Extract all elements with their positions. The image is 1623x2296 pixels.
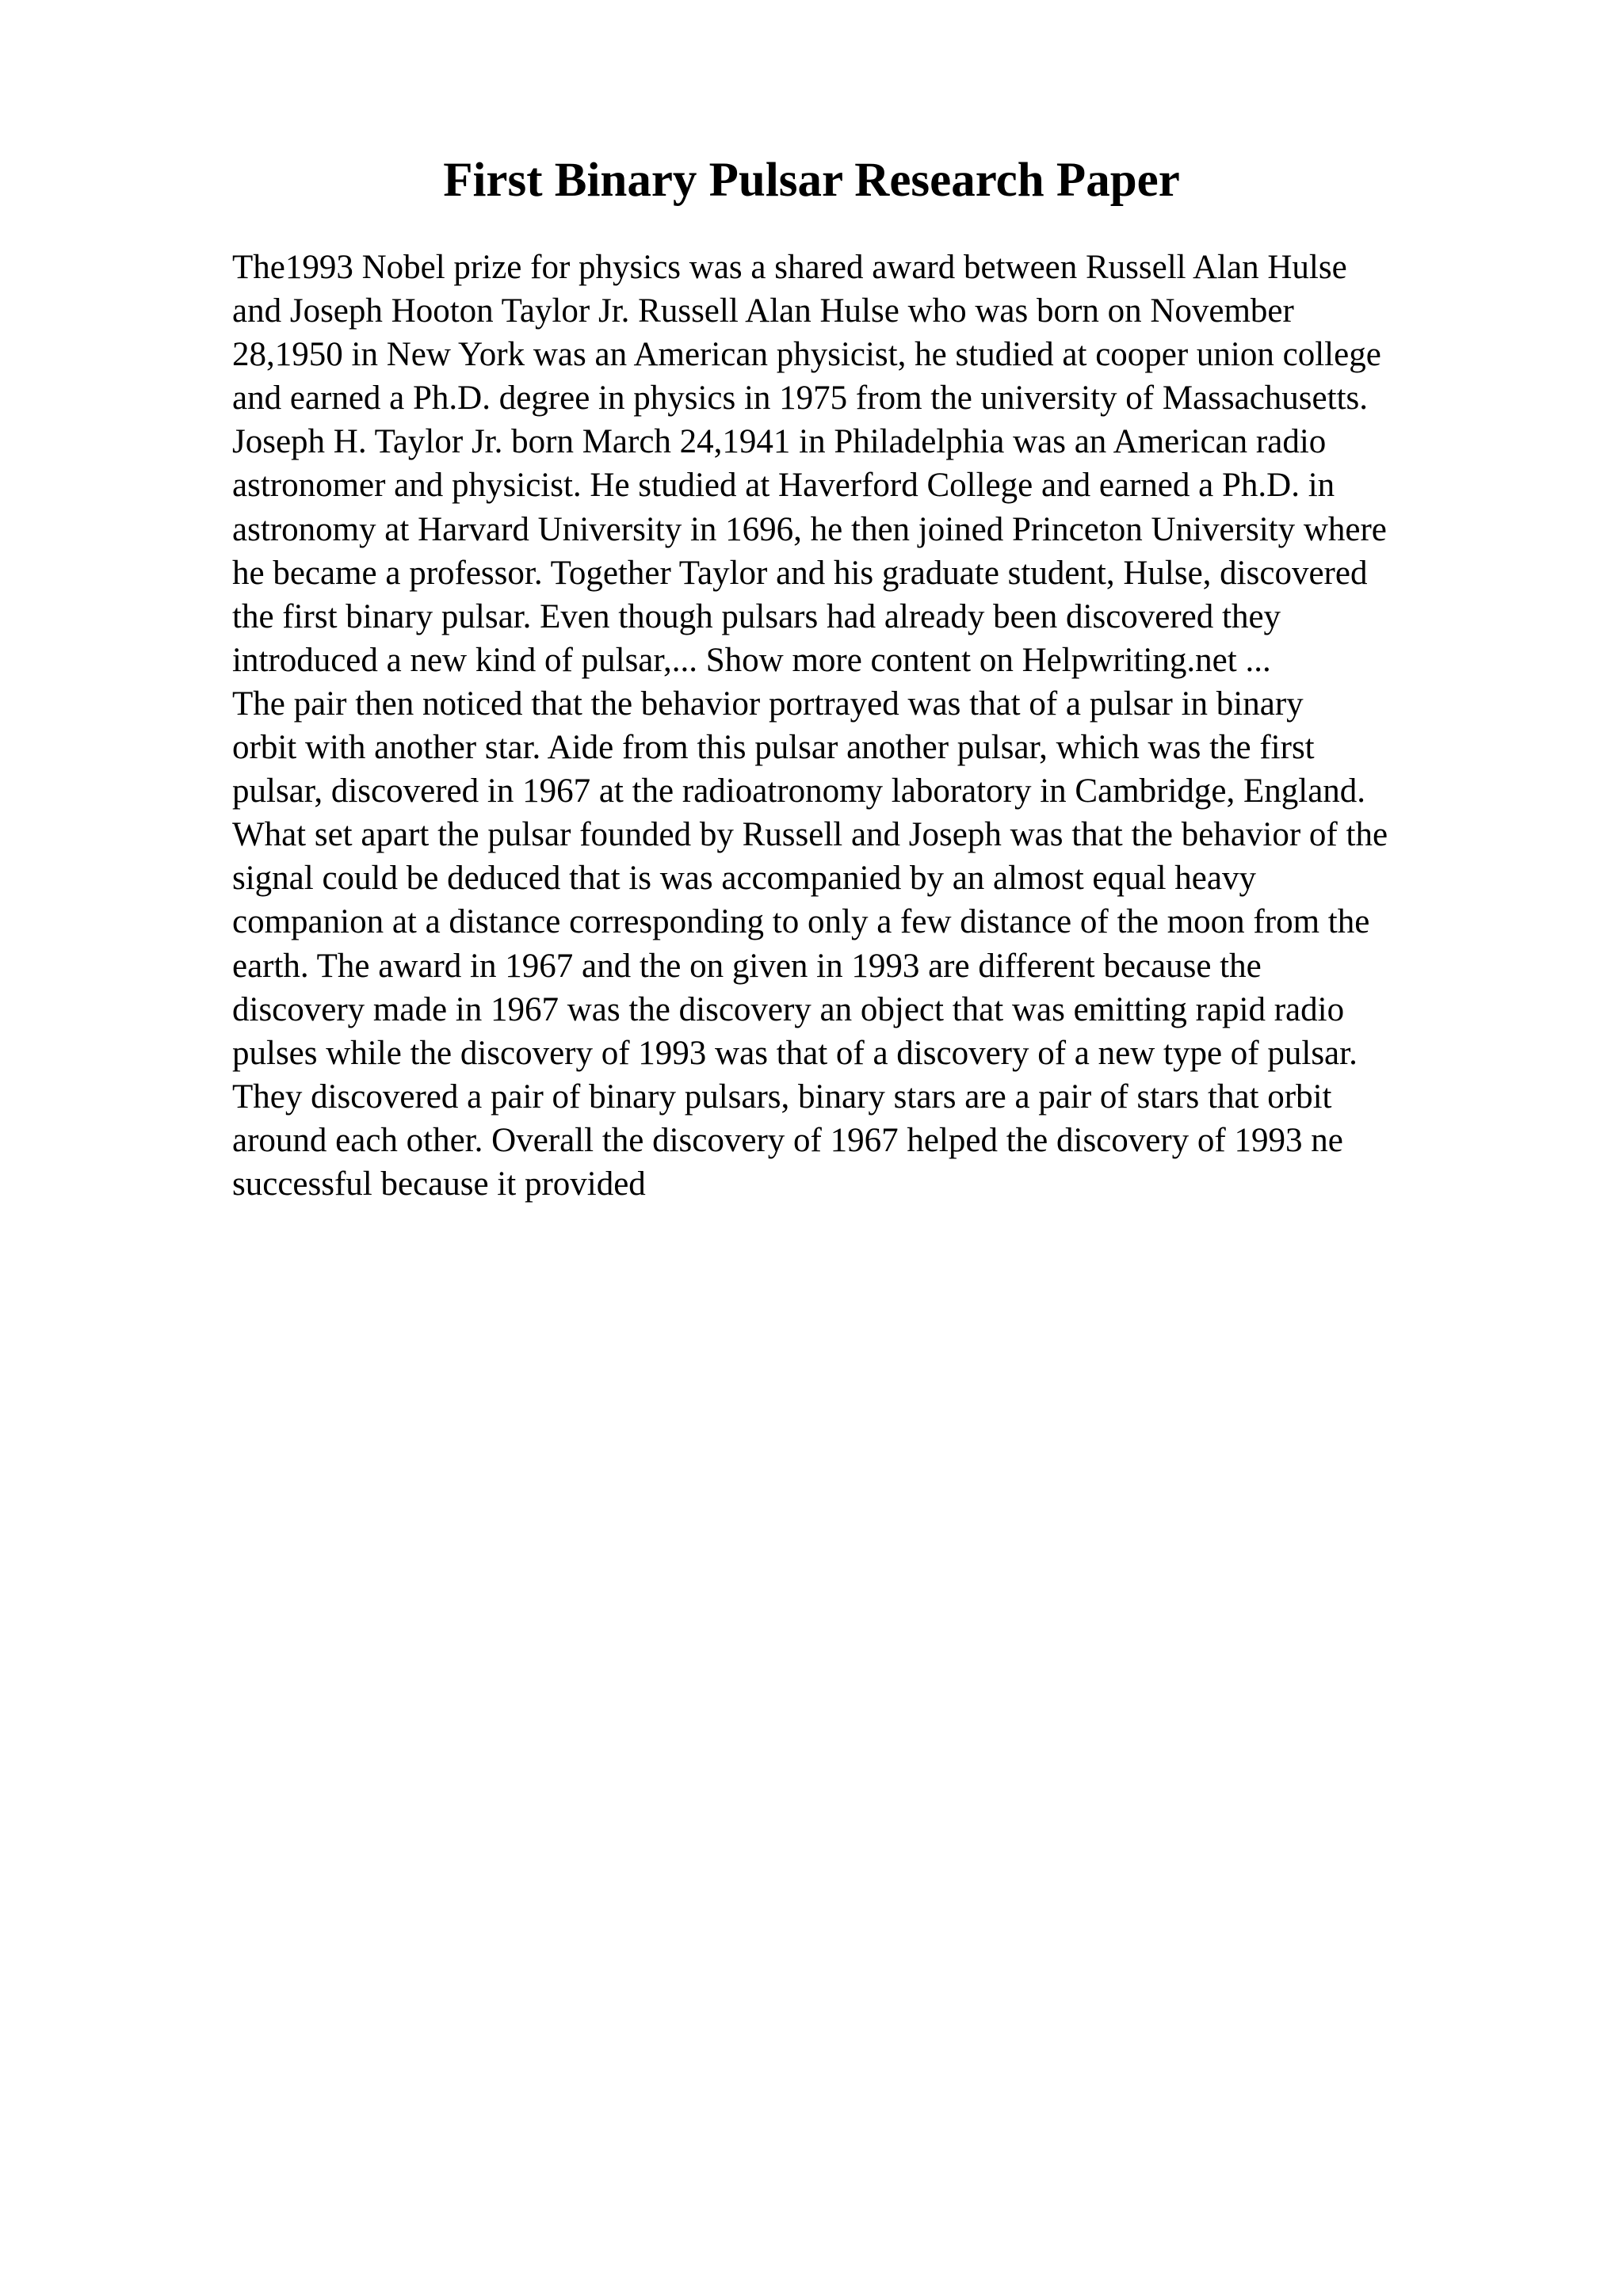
body-line: The pair then noticed that the behavior portrayed was that of a pulsar in binary (232, 685, 1304, 723)
body-line: companion at a distance corresponding to only a few distance of the moon from the (232, 903, 1370, 941)
body-line: and Joseph Hooton Taylor Jr. Russell Alan Hulse who was born on November (232, 292, 1294, 330)
body-line: signal could be deduced that is was accompanied by an almost equal heavy (232, 860, 1256, 898)
body-line: and earned a Ph.D. degree in physics in 1975 from the university of Massachusetts. (232, 379, 1369, 418)
body-line: What set apart the pulsar founded by Russell and Joseph was that the behavior of the (232, 816, 1388, 854)
body-line: Joseph H. Taylor Jr. born March 24,1941 in Philadelphia was an American radio (232, 423, 1327, 461)
body-line: introduced a new kind of pulsar,... Show more content on Helpwriting.net ... (232, 641, 1271, 679)
body-line: around each other. Overall the discovery of 1967 helped the discovery of 1993 ne (232, 1121, 1343, 1159)
body-line: astronomer and physicist. He studied at Haverford College and earned a Ph.D. in (232, 467, 1335, 505)
body-line: successful because it provided (232, 1165, 646, 1203)
body-line: The1993 Nobel prize for physics was a shared award between Russell Alan Hulse (232, 249, 1347, 286)
body-line: pulses while the discovery of 1993 was that of a discovery of a new type of pulsar. (232, 1034, 1358, 1072)
body-line: earth. The award in 1967 and the on given in 1993 are different because the (232, 947, 1262, 985)
body-line: 28,1950 in New York was an American physicist, he studied at cooper union college (232, 336, 1381, 374)
document-body (232, 246, 1500, 1206)
body-line: discovery made in 1967 was the discovery an object that was emitting rapid radio (232, 990, 1345, 1028)
body-line: pulsar, discovered in 1967 at the radioatronomy laboratory in Cambridge, England. (232, 772, 1366, 810)
body-line: They discovered a pair of binary pulsars, binary stars are a pair of stars that orbit (232, 1077, 1332, 1116)
body-line: orbit with another star. Aide from this pulsar another pulsar, which was the first (232, 729, 1315, 767)
body-line: he became a professor. Together Taylor and his graduate student, Hulse, discovered (232, 554, 1368, 592)
body-line: the first binary pulsar. Even though pulsars had already been discovered they (232, 597, 1281, 635)
document-title: First Binary Pulsar Research Paper (443, 154, 1180, 207)
body-line: astronomy at Harvard University in 1696, he then joined Princeton University where (232, 510, 1387, 548)
